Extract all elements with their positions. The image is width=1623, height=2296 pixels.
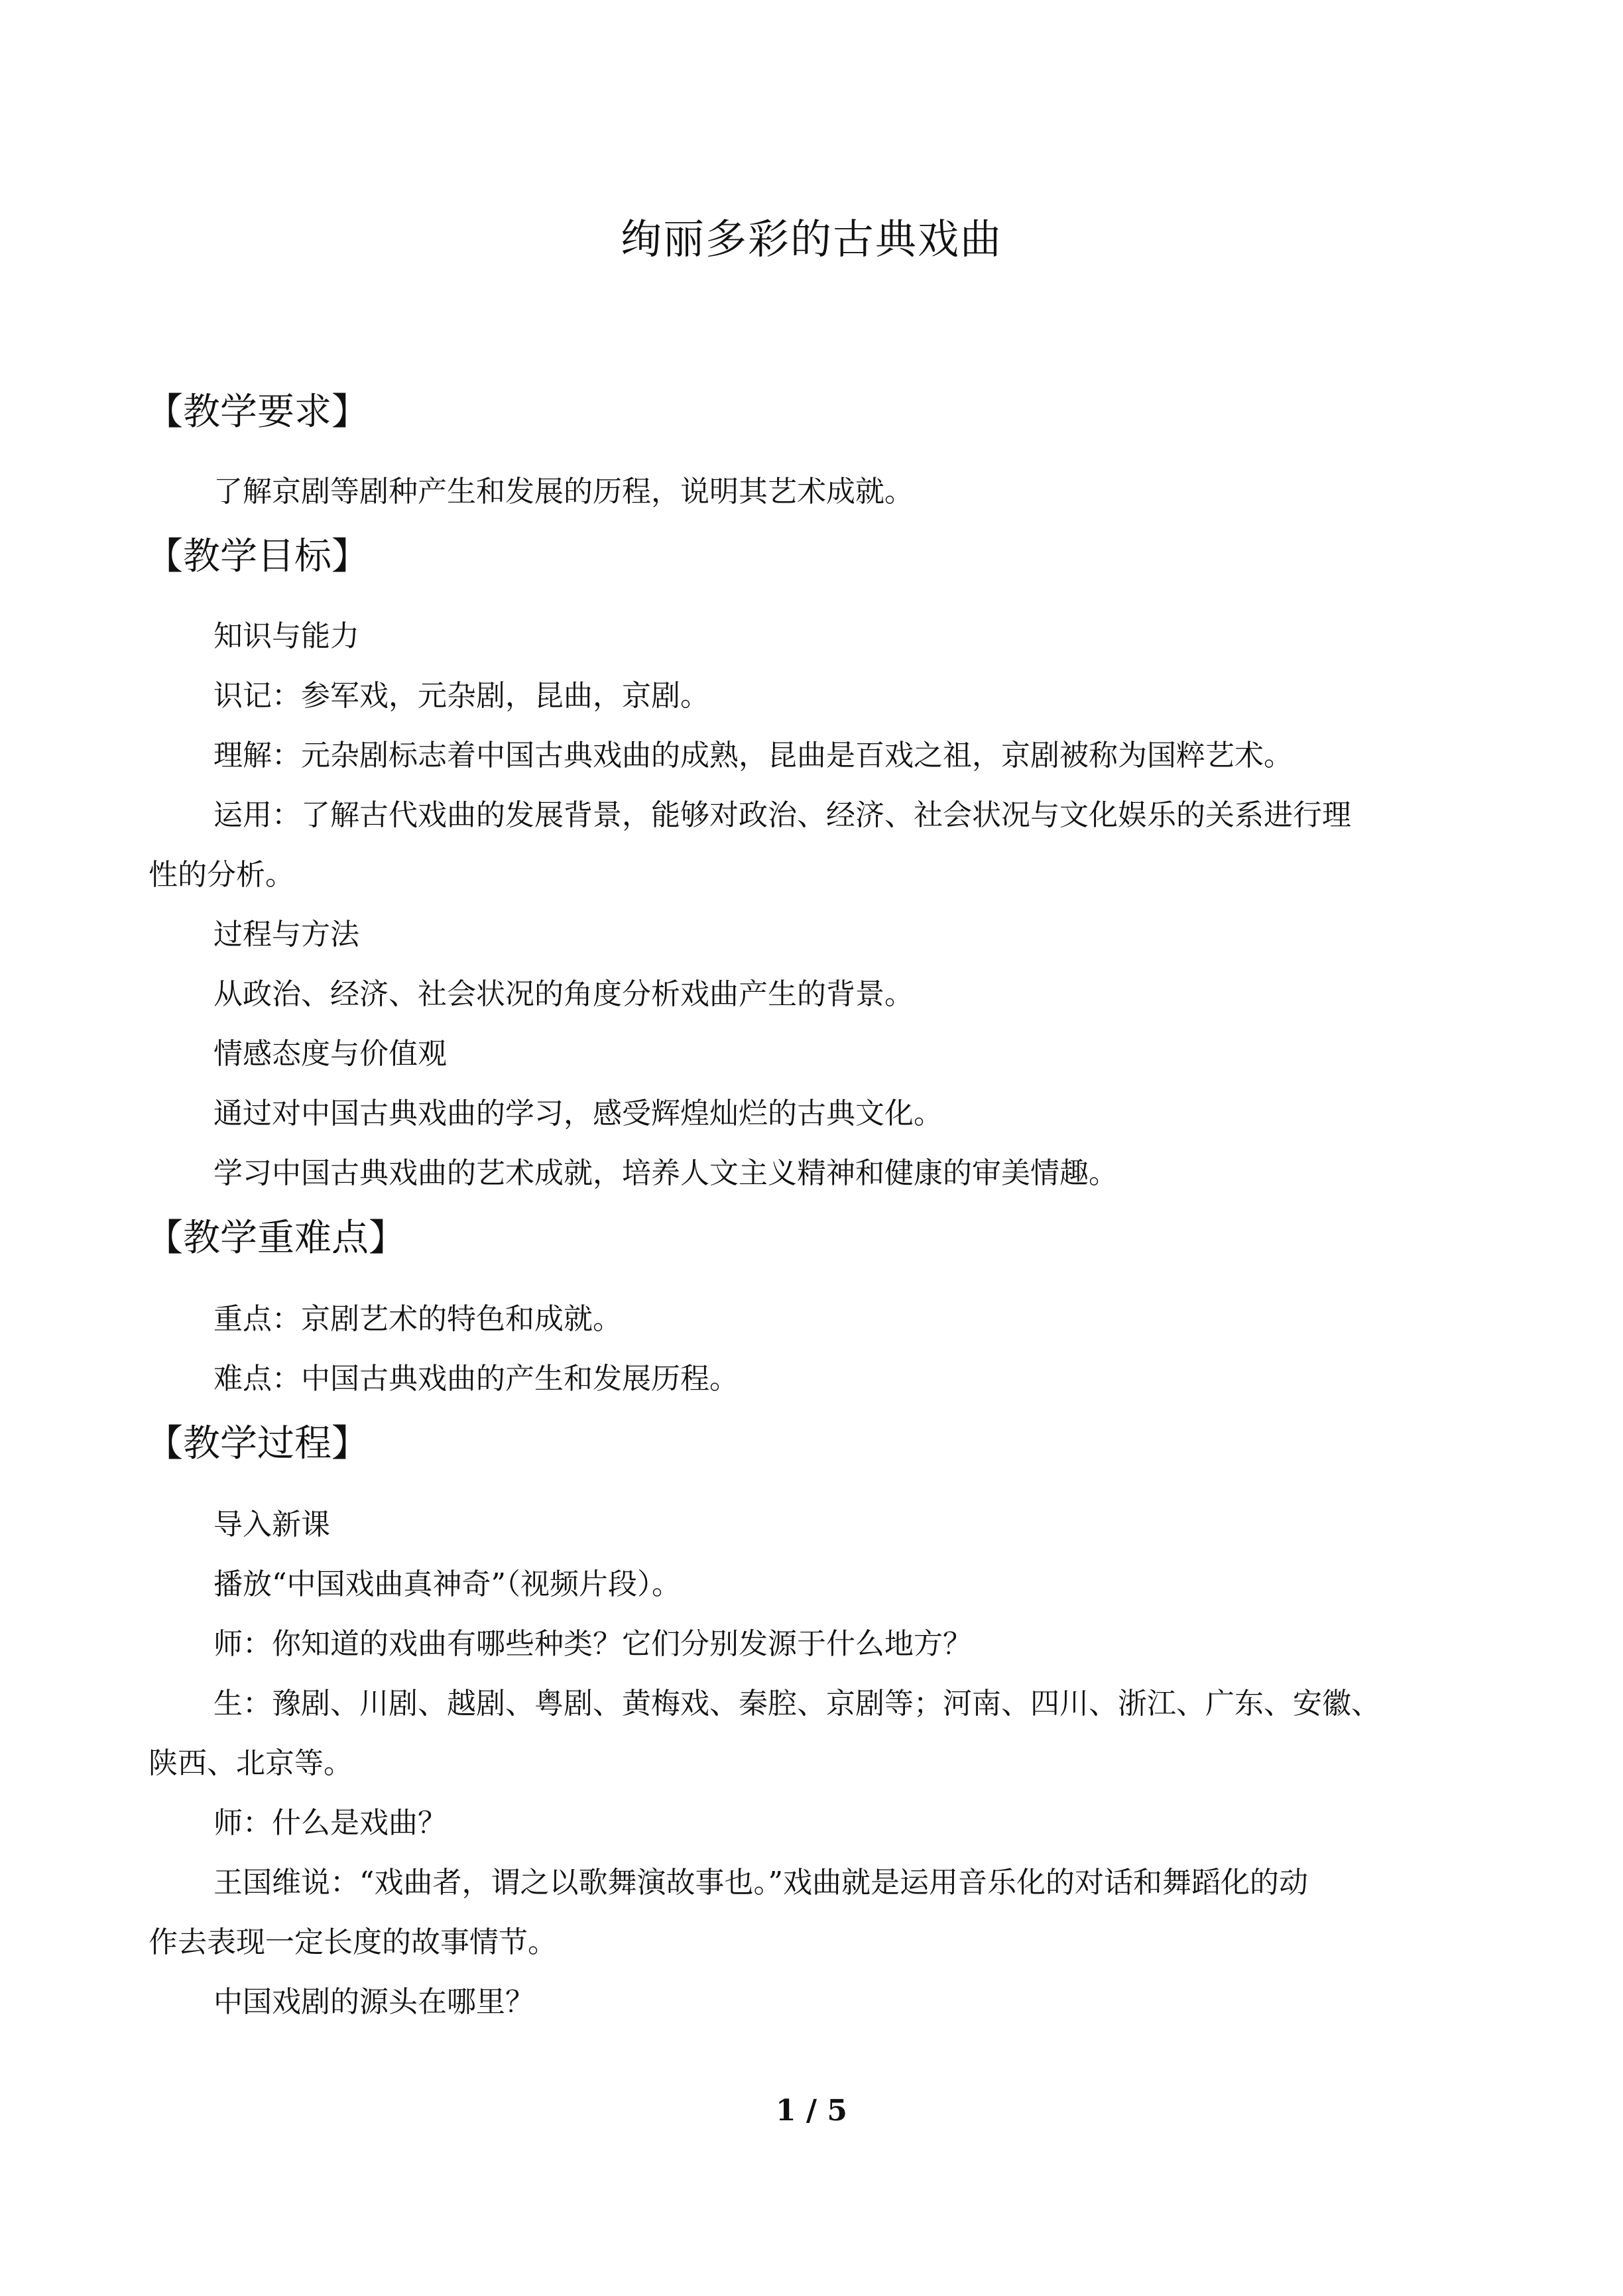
paragraph-line: 播放“中国戏曲真神奇”（视频片段）。 — [213, 1567, 681, 1601]
paragraph-line: 王国维说：“戏曲者，谓之以歌舞演故事也。”戏曲就是运用音乐化的对话和舞蹈化的动 — [213, 1866, 1308, 1900]
paragraph-line: 生：豫剧、川剧、越剧、粤剧、黄梅戏、秦腔、京剧等；河南、四川、浙江、广东、安徽、 — [213, 1687, 1380, 1721]
paragraph-line: 作去表现一定长度的故事情节。 — [149, 1925, 557, 1959]
paragraph-line: 识记：参军戏，元杂剧，昆曲，京剧。 — [213, 679, 709, 713]
paragraph-line: 了解京剧等剧种产生和发展的历程，说明其艺术成就。 — [213, 475, 914, 509]
document-title: 绚丽多彩的古典戏曲 — [620, 215, 1002, 263]
paragraph-line: 学习中国古典戏曲的艺术成就，培养人文主义精神和健康的审美情趣。 — [213, 1156, 1118, 1190]
paragraph-line: 理解：元杂剧标志着中国古典戏曲的成熟，昆曲是百戏之祖，京剧被称为国粹艺术。 — [213, 739, 1293, 772]
paragraph-line: 师：什么是戏曲？ — [213, 1806, 447, 1840]
paragraph-line: 难点：中国古典戏曲的产生和发展历程。 — [213, 1362, 739, 1396]
section-heading-requirements: 【教学要求】 — [146, 391, 369, 434]
page-number: 1 / 5 — [776, 2094, 847, 2128]
subheading-knowledge-ability: 知识与能力 — [213, 619, 359, 653]
section-heading-process: 【教学过程】 — [146, 1422, 369, 1465]
paragraph-line: 运用：了解古代戏曲的发展背景，能够对政治、经济、社会状况与文化娱乐的关系进行理 — [213, 798, 1351, 832]
section-heading-objectives: 【教学目标】 — [146, 535, 369, 578]
paragraph-line: 师：你知道的戏曲有哪些种类？它们分别发源于什么地方？ — [213, 1627, 972, 1661]
paragraph-line: 陕西、北京等。 — [149, 1746, 353, 1780]
paragraph-line: 重点：京剧艺术的特色和成就。 — [213, 1302, 622, 1336]
subheading-process-method: 过程与方法 — [213, 918, 359, 951]
paragraph-line: 性的分析。 — [149, 858, 294, 892]
paragraph-line: 中国戏剧的源头在哪里？ — [213, 1985, 534, 2019]
subheading-intro: 导入新课 — [213, 1508, 330, 1541]
paragraph-line: 从政治、经济、社会状况的角度分析戏曲产生的背景。 — [213, 977, 914, 1011]
subheading-emotion-values: 情感态度与价值观 — [213, 1037, 447, 1071]
section-heading-key-points: 【教学重难点】 — [146, 1217, 406, 1260]
paragraph-line: 通过对中国古典戏曲的学习，感受辉煌灿烂的古典文化。 — [213, 1097, 943, 1130]
